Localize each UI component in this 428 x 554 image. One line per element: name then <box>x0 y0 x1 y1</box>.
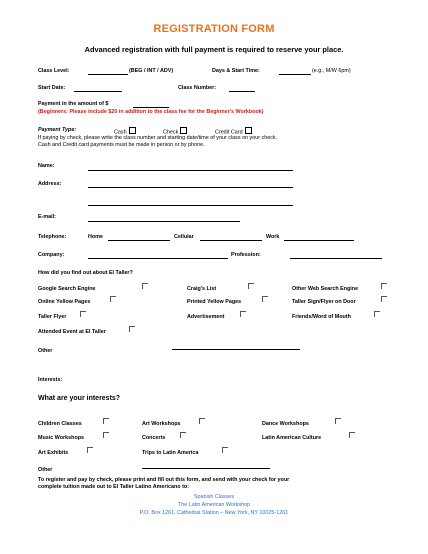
referral-other-field[interactable] <box>172 349 300 350</box>
referral-online-yp-label: Online Yellow Pages <box>38 299 91 305</box>
payment-amount-label: Payment in the amount of $ <box>38 101 109 107</box>
interest-children-label: Children Classes <box>38 421 82 427</box>
footer-instructions-line1: To register and pay by check, please print and fill out this form, and send with your check for your <box>38 477 290 483</box>
address-field-line2[interactable] <box>88 205 293 206</box>
telephone-label: Telephone: <box>38 234 67 240</box>
footer-mailing-address: P.O. Box 1261, Cathedral Station – New York, NY 10025-1261 <box>139 510 289 516</box>
class-level-field[interactable] <box>88 74 128 75</box>
referral-question: How did you find out about El Taller? <box>38 270 133 276</box>
work-phone-label: Work <box>266 234 280 240</box>
check-label: Check <box>163 129 179 136</box>
cash-checkbox[interactable] <box>129 127 136 134</box>
referral-friends-checkbox[interactable] <box>374 311 380 317</box>
address-field-line1[interactable] <box>88 187 293 188</box>
referral-google-checkbox[interactable] <box>142 283 148 289</box>
referral-other-label: Other <box>38 348 53 354</box>
referral-advert-label: Advertisement <box>187 314 225 320</box>
interest-children-checkbox[interactable] <box>103 418 109 424</box>
days-time-field[interactable] <box>279 74 311 75</box>
referral-friends-label: Friends/Word of Mouth <box>292 314 351 320</box>
referral-printed-yp-checkbox[interactable] <box>262 296 268 302</box>
referral-craigslist-checkbox[interactable] <box>248 283 254 289</box>
footer-org-workshop: The Latin American Workshop <box>177 502 251 508</box>
referral-google-label: Google Search Engine <box>38 286 96 292</box>
footer-org-spanish-classes: Spanish Classes <box>193 494 235 500</box>
referral-sign-checkbox[interactable] <box>381 296 387 302</box>
interest-exhibits-checkbox[interactable] <box>87 447 93 453</box>
cash-label: Cash <box>114 129 127 136</box>
interest-trips-checkbox[interactable] <box>222 447 228 453</box>
class-level-options: (BEG / INT / ADV) <box>129 68 174 74</box>
referral-printed-yp-label: Printed Yellow Pages <box>187 299 242 305</box>
interest-culture-checkbox[interactable] <box>349 432 355 438</box>
name-field[interactable] <box>88 170 293 171</box>
home-phone-label: Home <box>88 234 103 240</box>
interests-heading: What are your interests? <box>38 395 121 402</box>
referral-other-web-checkbox[interactable] <box>381 283 387 289</box>
email-label: E-mail: <box>38 214 56 220</box>
name-label: Name: <box>38 163 55 169</box>
interest-concerts-label: Concerts <box>142 435 166 441</box>
beginners-note: (Beginners: Please include $20 in addition to the class fee for the Beginner's Workbook) <box>38 109 264 115</box>
interest-other-field[interactable] <box>142 468 270 469</box>
payment-info-line2: Cash and Credit card payments must be made in person or by phone. <box>38 142 205 148</box>
company-field[interactable] <box>88 258 228 259</box>
check-checkbox[interactable] <box>180 127 187 134</box>
referral-other-web-label: Other Web Search Engine <box>292 286 359 292</box>
form-title: REGISTRATION FORM <box>153 23 275 35</box>
payment-info-line1: If paying by check, please write the class number and starting date/time of your class on your check. <box>38 135 278 141</box>
referral-flyer-checkbox[interactable] <box>80 311 86 317</box>
interest-music-checkbox[interactable] <box>103 432 109 438</box>
start-date-field[interactable] <box>74 91 122 92</box>
credit-card-checkbox[interactable] <box>245 127 252 134</box>
interest-art-workshops-checkbox[interactable] <box>199 418 205 424</box>
cellular-phone-label: Cellular <box>174 234 194 240</box>
interest-concerts-checkbox[interactable] <box>180 432 186 438</box>
company-label: Company: <box>38 252 65 258</box>
referral-sign-label: Taller Sign/Flyer on Door <box>292 299 356 305</box>
payment-amount-field[interactable] <box>133 107 169 108</box>
interests-label: Interests: <box>38 377 63 383</box>
days-time-example: (e.g., M/W 6pm) <box>312 68 351 74</box>
payment-type-label: Payment Type: <box>38 127 77 133</box>
profession-field[interactable] <box>290 258 382 259</box>
interest-exhibits-label: Art Exhibits <box>38 450 69 456</box>
address-label: Address: <box>38 181 62 187</box>
profession-label: Profession: <box>231 252 261 258</box>
referral-flyer-label: Taller Flyer <box>38 314 67 320</box>
referral-craigslist-label: Craig's List <box>187 286 217 292</box>
cellular-phone-field[interactable] <box>200 240 262 241</box>
class-number-label: Class Number: <box>178 85 217 91</box>
form-subtitle: Advanced registration with full payment is required to reserve your place. <box>84 45 344 54</box>
referral-online-yp-checkbox[interactable] <box>110 296 116 302</box>
home-phone-field[interactable] <box>108 240 170 241</box>
footer-instructions-line2: complete tuition made out to El Taller Latino Americano to: <box>38 484 189 490</box>
class-level-label: Class Level: <box>38 68 70 74</box>
start-date-label: Start Date: <box>38 85 66 91</box>
referral-advert-checkbox[interactable] <box>240 311 246 317</box>
days-time-label: Days & Start Time: <box>212 68 260 74</box>
interest-culture-label: Latin American Culture <box>262 435 322 441</box>
class-number-field[interactable] <box>229 91 255 92</box>
interest-dance-label: Dance Workshops <box>262 421 309 427</box>
interest-other-label: Other <box>38 467 53 473</box>
interest-dance-checkbox[interactable] <box>335 418 341 424</box>
referral-event-label: Attended Event at El Taller <box>38 329 106 335</box>
work-phone-field[interactable] <box>284 240 354 241</box>
credit-card-label: Credit Card <box>215 129 243 136</box>
interest-art-workshops-label: Art Workshops <box>142 421 181 427</box>
email-field[interactable] <box>88 221 240 222</box>
referral-event-checkbox[interactable] <box>129 326 135 332</box>
interest-trips-label: Trips to Latin America <box>142 450 199 456</box>
interest-music-label: Music Workshops <box>38 435 85 441</box>
